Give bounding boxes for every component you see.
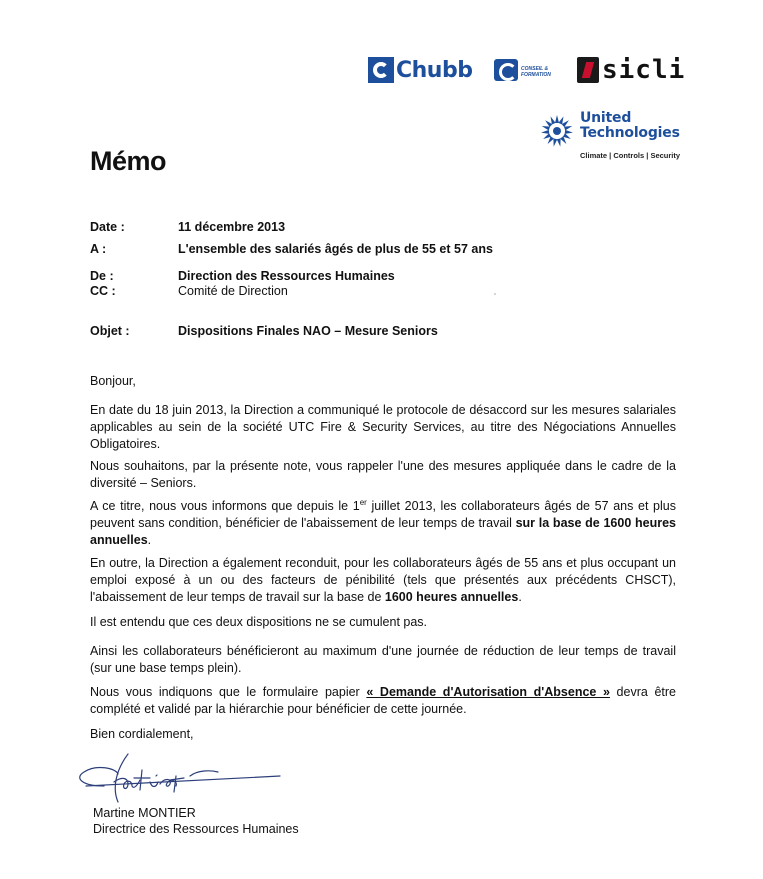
cc-label: CC : bbox=[90, 284, 116, 298]
date-value: 11 décembre 2013 bbox=[178, 220, 286, 234]
paragraph-2: Nous souhaitons, par la présente note, vous rappeler l'une des mesures appliquée dans le cadre de la diversité – Seniors. bbox=[90, 459, 676, 490]
paragraph-3-sup: er bbox=[359, 497, 367, 507]
paragraph-5: Il est entendu que ces deux dispositions ne se cumulent pas. bbox=[90, 615, 428, 629]
paragraph-7-start: Nous vous indiquons que le formulaire papier bbox=[90, 685, 367, 699]
chubb-logo bbox=[368, 57, 472, 83]
from-value: Direction des Ressources Humaines bbox=[178, 269, 395, 283]
scan-speck bbox=[494, 293, 496, 295]
paragraph-4 bbox=[90, 555, 676, 606]
closing: Bien cordialement, bbox=[90, 727, 194, 741]
paragraph-3 bbox=[90, 498, 676, 549]
united-technologies-logo bbox=[540, 111, 690, 163]
sicli-logo bbox=[577, 56, 685, 84]
utc-logo-name bbox=[580, 111, 680, 141]
utc-turbine-icon bbox=[540, 114, 574, 148]
to-label: A : bbox=[90, 242, 107, 256]
paragraph-4-bold: 1600 heures annuelles bbox=[384, 590, 519, 604]
greeting: Bonjour, bbox=[90, 374, 136, 388]
cc-value: Comité de Direction bbox=[178, 284, 288, 298]
paragraph-3-bold: sur la base de 1600 heures annuelles bbox=[90, 516, 676, 547]
paragraph-4-end: . bbox=[518, 590, 522, 604]
paragraph-4-start: En outre, la Direction a également reconduit, pour les collaborateurs âgés de 55 ans et plus occupant un emploi exposé à un ou des facteurs de pénibilité (tels que présentés aux précédents CHSCT), l'abaissement de leur temps de travail sur la base de bbox=[90, 556, 676, 604]
paragraph-3-end: . bbox=[147, 533, 152, 547]
paragraph-3-mid: juillet 2013, les collaborateurs âgés de 57 ans et plus peuvent sans condition, bénéficier de l'abaissement de leur temps de travail bbox=[90, 499, 676, 530]
paragraph-7-end: devra être complété et validé par la hiérarchie pour bénéficier de cette journée. bbox=[90, 685, 676, 716]
sicli-logo-text: sicli bbox=[602, 55, 686, 85]
paragraph-1: En date du 18 juin 2013, la Direction a communiqué le protocole de désaccord sur les mesures salariales applicables au sein de la société UTC Fire & Security Services, au titre des Négociations Annuelles Obligatoires. bbox=[90, 403, 676, 451]
chubb-c-icon bbox=[368, 57, 394, 83]
memo-title: Mémo bbox=[90, 146, 167, 176]
to-value: L'ensemble des salariés âgés de plus de 55 et 57 ans bbox=[178, 242, 493, 256]
chubb-cf-text: CONSEIL & FORMATION bbox=[521, 66, 551, 78]
chubb-conseil-formation-logo bbox=[494, 59, 572, 83]
paragraph-6: Ainsi les collaborateurs bénéficieront au maximum d'une journée de réduction de leur temps de travail (sur une base temps plein). bbox=[90, 644, 676, 675]
from-label: De : bbox=[90, 269, 114, 283]
subject-value: Dispositions Finales NAO – Mesure Seniors bbox=[178, 324, 438, 338]
utc-tagline: Climate | Controls | Security bbox=[580, 151, 681, 160]
subject-label: Objet : bbox=[90, 324, 130, 338]
chubb-cf-icon bbox=[494, 59, 518, 81]
paragraph-3-start: A ce titre, nous vous informons que depuis le 1 bbox=[90, 499, 360, 513]
utc-name-line2: Technologies bbox=[580, 125, 680, 141]
chubb-logo-text: Chubb bbox=[396, 57, 473, 83]
signatory-role: Directrice des Ressources Humaines bbox=[93, 822, 299, 836]
paragraph-7 bbox=[90, 684, 676, 718]
absence-form-name: « Demande d'Autorisation d'Absence » bbox=[366, 685, 610, 699]
signatory-name: Martine MONTIER bbox=[93, 806, 196, 820]
sicli-flame-icon bbox=[577, 57, 599, 83]
utc-name-line1: United bbox=[580, 110, 632, 126]
date-label: Date : bbox=[90, 220, 125, 234]
handwritten-signature bbox=[72, 748, 292, 808]
